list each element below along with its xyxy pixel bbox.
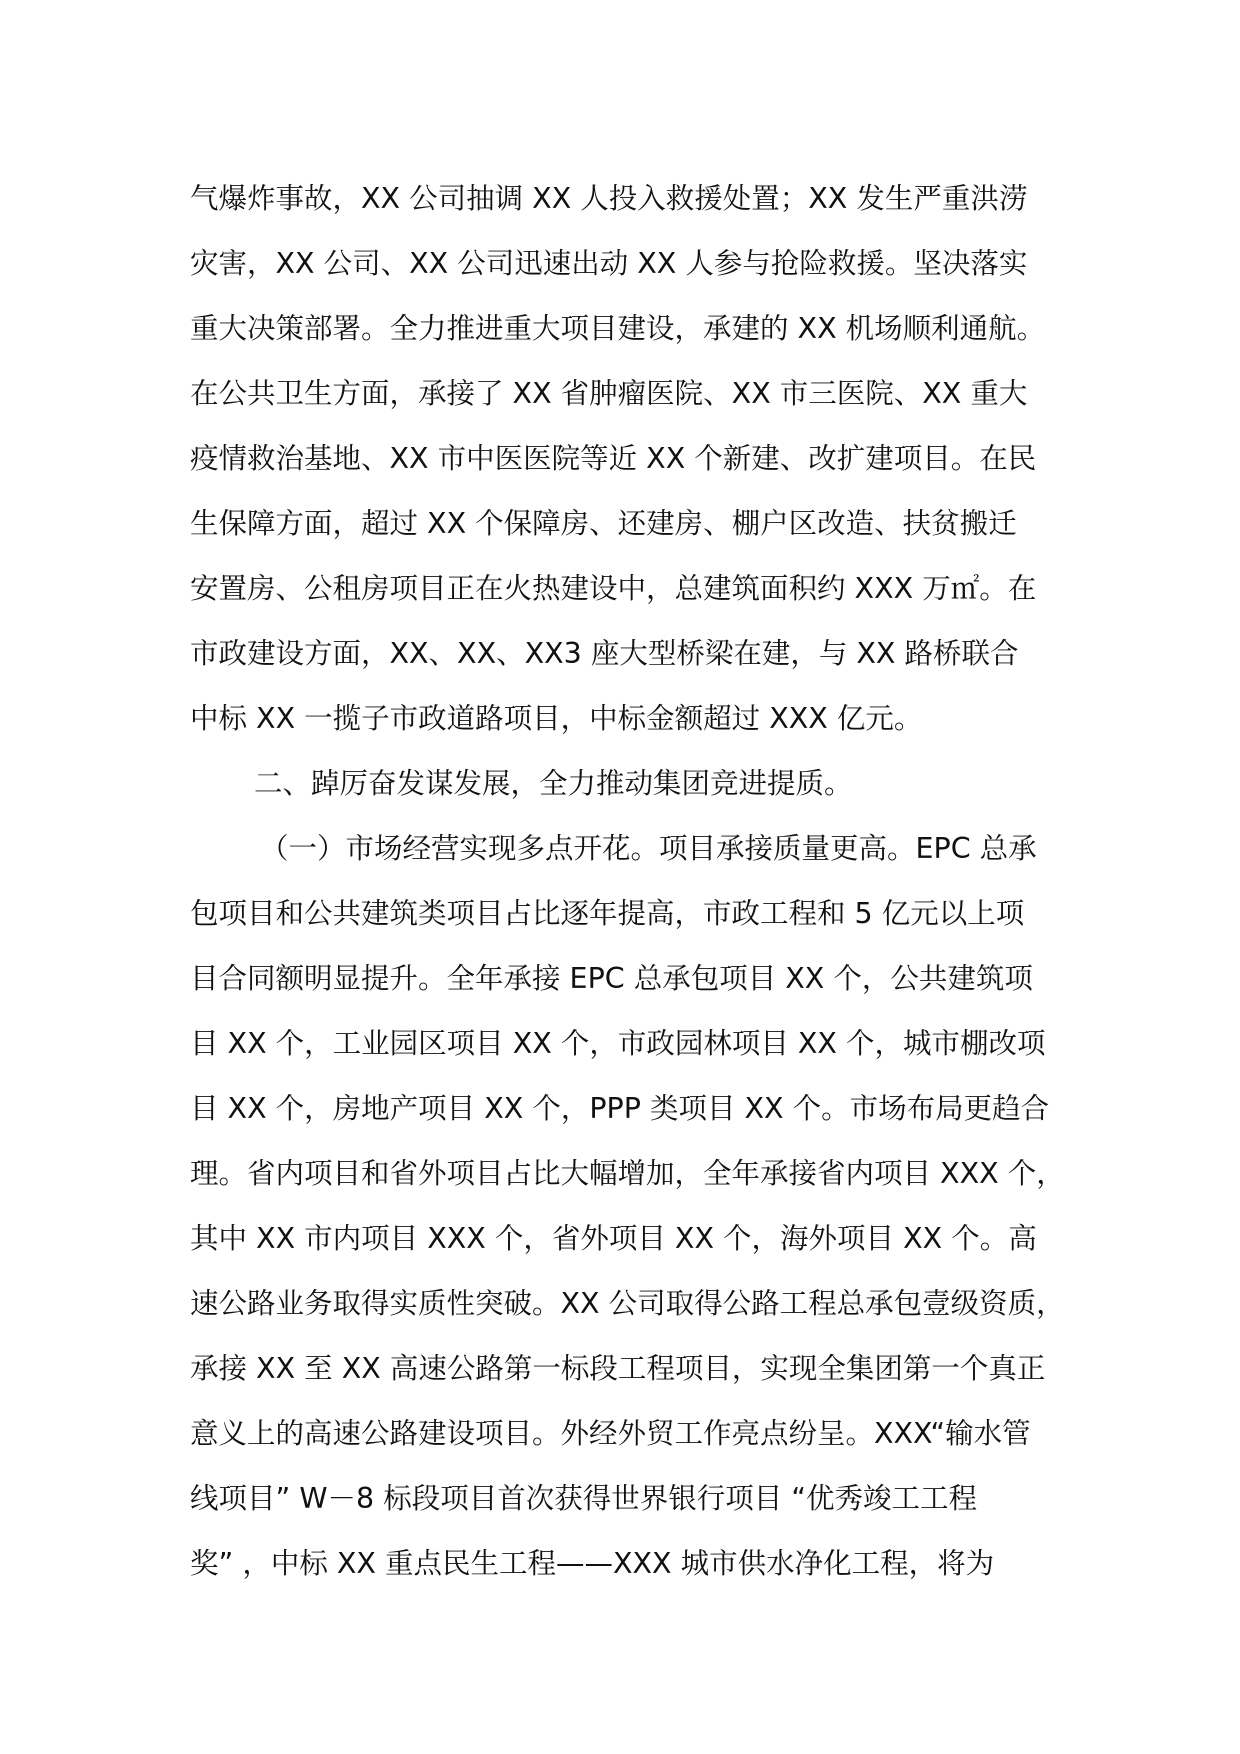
text-line: 速公路业务取得实质性突破。XX 公司取得公路工程总承包壹级资质， [190,1287,1065,1320]
text-line: 气爆炸事故，XX 公司抽调 XX 人投入救援处置；XX 发生严重洪涝 [190,182,1028,215]
subsection-heading-line: （一）市场经营实现多点开花。项目承接质量更高。EPC 总承 [260,832,1037,865]
section-heading: 二、踔厉奋发谋发展，全力推动集团竞进提质。 [254,767,853,800]
text-line: 承接 XX 至 XX 高速公路第一标段工程项目，实现全集团第一个真正 [190,1352,1046,1385]
text-line: 其中 XX 市内项目 XXX 个，省外项目 XX 个，海外项目 XX 个。高 [190,1222,1037,1255]
text-line: 奖” ，中标 XX 重点民生工程——XXX 城市供水净化工程，将为 [190,1547,995,1580]
text-line: 包项目和公共建筑类项目占比逐年提高，市政工程和 5 亿元以上项 [190,897,1025,930]
text-line: 市政建设方面，XX、XX、XX3 座大型桥梁在建，与 XX 路桥联合 [190,637,1019,670]
text-line: 安置房、公租房项目正在火热建设中，总建筑面积约 XXX 万㎡。在 [190,572,1037,605]
text-line: 在公共卫生方面，承接了 XX 省肿瘤医院、XX 市三医院、XX 重大 [190,377,1028,410]
text-line: 中标 XX 一揽子市政道路项目，中标金额超过 XXX 亿元。 [190,702,923,735]
text-line: 线项目” W－8 标段项目首次获得世界银行项目 “优秀竣工工程 [190,1482,978,1515]
text-line: 目合同额明显提升。全年承接 EPC 总承包项目 XX 个，公共建筑项 [190,962,1033,995]
text-line: 重大决策部署。全力推进重大项目建设，承建的 XX 机场顺利通航。 [190,312,1046,345]
text-line: 生保障方面，超过 XX 个保障房、还建房、棚户区改造、扶贫搬迁 [190,507,1017,540]
text-line: 意义上的高速公路建设项目。外经外贸工作亮点纷呈。XXX“输水管 [190,1417,1031,1450]
body-text [190,166,1090,1596]
text-line: 理。省内项目和省外项目占比大幅增加，全年承接省内项目 XXX 个， [190,1157,1065,1190]
text-line: 目 XX 个，工业园区项目 XX 个，市政园林项目 XX 个，城市棚改项 [190,1027,1046,1060]
text-line: 疫情救治基地、XX 市中医医院等近 XX 个新建、改扩建项目。在民 [190,442,1037,475]
text-line: 灾害，XX 公司、XX 公司迅速出动 XX 人参与抢险救援。坚决落实 [190,247,1028,280]
text-line: 目 XX 个，房地产项目 XX 个，PPP 类项目 XX 个。市场布局更趋合 [190,1092,1050,1125]
